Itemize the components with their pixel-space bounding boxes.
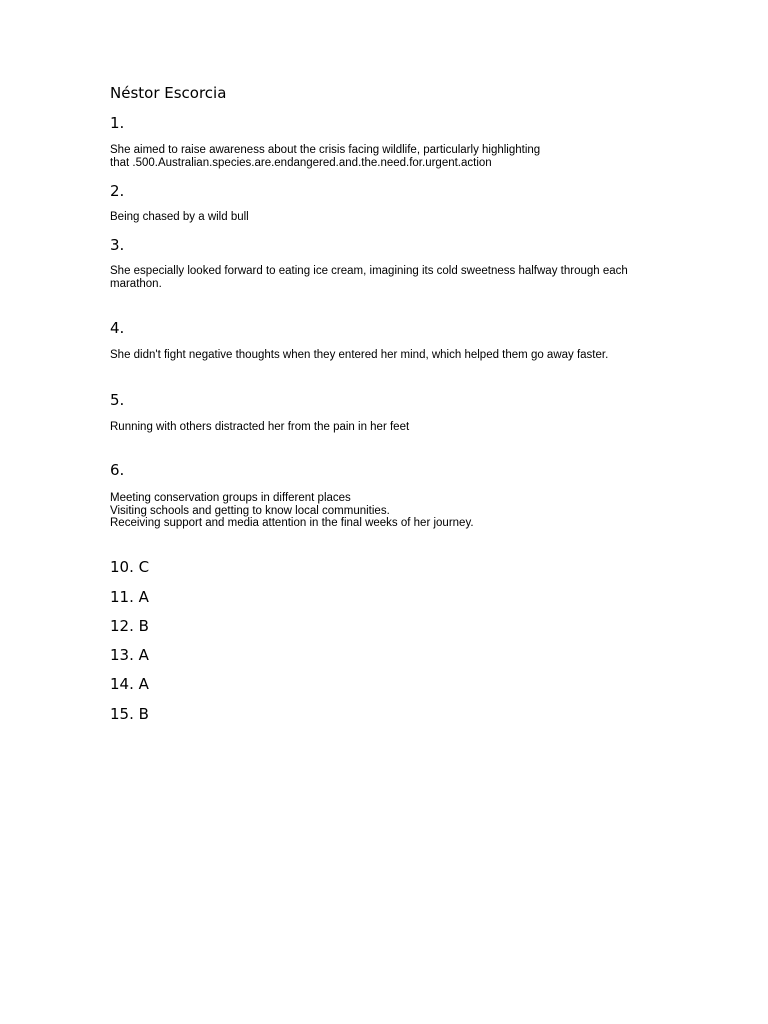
answer-line: Receiving support and media attention in the final weeks of her journey. [110, 517, 474, 529]
answer-line: that .500.Australian.species.are.endangered.and.the.need.for.urgent.action [110, 156, 492, 169]
question-number: 3. [110, 236, 125, 254]
answer-line: She especially looked forward to eating ice cream, imagining its cold sweetness halfway through each marathon. [110, 265, 628, 290]
multiple-choice-answer: 14. A [110, 675, 149, 693]
question-number: 6. [110, 461, 125, 479]
question-number: 1. [110, 114, 125, 132]
answer-text [110, 349, 650, 362]
multiple-choice-answer: 15. B [110, 705, 149, 723]
author-name: Néstor Escorcia [110, 84, 227, 102]
answer-line: She didn't fight negative thoughts when they entered her mind, which helped them go away faster. [110, 349, 609, 361]
answer-text [110, 492, 650, 530]
question-number: 4. [110, 319, 125, 337]
answer-line: Being chased by a wild bull [110, 211, 249, 223]
answer-line: Meeting conservation groups in different places [110, 492, 351, 504]
multiple-choice-answer: 10. C [110, 558, 150, 576]
answer-text [110, 265, 645, 290]
question-number: 2. [110, 182, 125, 200]
multiple-choice-answer: 13. A [110, 646, 149, 664]
answer-text [110, 421, 650, 434]
answer-line: Running with others distracted her from the pain in her feet [110, 421, 410, 433]
answer-text [110, 144, 650, 169]
answer-line: She aimed to raise awareness about the crisis facing wildlife, particularly highlighting [110, 144, 541, 156]
answer-line: Visiting schools and getting to know local communities. [110, 504, 390, 517]
multiple-choice-answer: 11. A [110, 588, 149, 606]
question-number: 5. [110, 391, 125, 409]
multiple-choice-answer: 12. B [110, 617, 149, 635]
answer-text [110, 211, 650, 224]
